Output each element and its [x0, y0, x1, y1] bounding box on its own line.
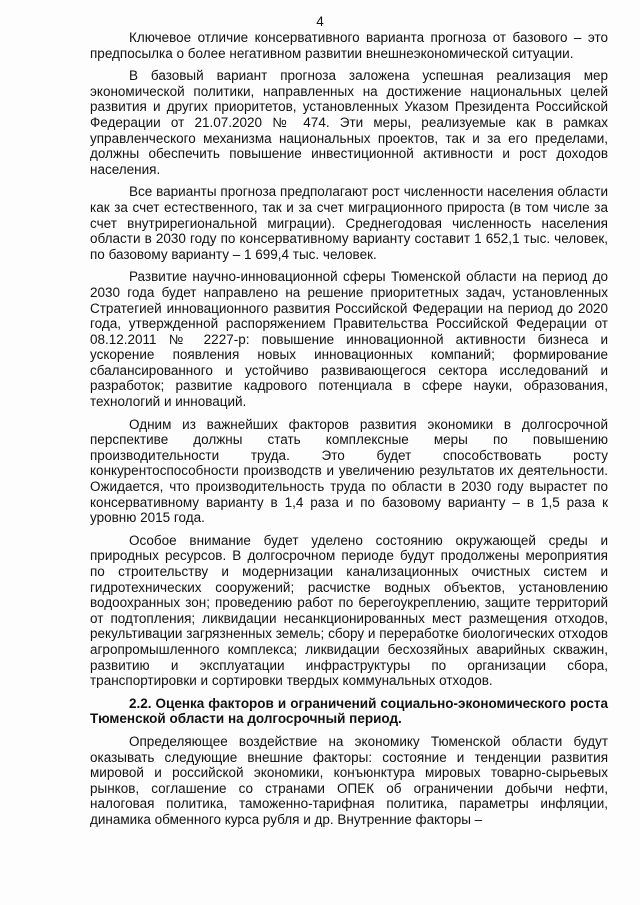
section-heading: 2.2. Оценка факторов и ограничений социально-экономического роста Тюменской области на долгосрочный период.	[90, 695, 608, 727]
page-number: 4	[316, 14, 324, 29]
paragraph-base-variant: В базовый вариант прогноза заложена успешная реализация мер экономической политики, направленных на достижение национальных целей развития и других приоритетов, установленных Указом Президента Российской Федерации от 21.07.2020 № 474. Эти меры, реализуемые как в рамках управленческого механизма национальных проектов, так и за его пределами, должны обеспечить повышение инвестиционной активности и рост доходов населения.	[90, 68, 608, 177]
paragraph-innovation: Развитие научно-инновационной сферы Тюменской области на период до 2030 года будет направлено на решение приоритетных задач, установленных Стратегией инновационного развития Российской Федерации на период до 2020 года, утвержденной распоряжением Правительства Российской Федерации от 08.12.2011 № 2227-р: повышение инновационной активности бизнеса и ускорение появления новых инновационных компаний; формирование сбалансированного и устойчиво развивающегося сектора исследований и разработок; развитие кадрового потенциала в сфере науки, образования, технологий и инноваций.	[90, 269, 608, 410]
paragraph-forecast-difference: Ключевое отличие консервативного варианта прогноза от базового – это предпосылка о более негативном развитии внешнеэкономической ситуации.	[90, 30, 608, 61]
paragraph-environment: Особое внимание будет уделено состоянию окружающей среды и природных ресурсов. В долгосрочном периоде будут продолжены мероприятия по строительству и модернизации канализационных очистных систем и гидротехнических сооружений; расчистке водных объектов, установлению водоохранных зон; проведению работ по берегоукреплению, защите территорий от подтопления; ликвидации несанкционированных мест размещения отходов, рекультивации загрязненных земель; сбору и переработке биологических отходов агропромышленного комплекса; ликвидации бесхозяйных аварийных скважин, развитию и эксплуатации инфраструктуры по организации сбора, транспортировки и сортировки твердых коммунальных отходов.	[90, 532, 608, 689]
paragraph-productivity: Одним из важнейших факторов развития экономики в долгосрочной перспективе должны стать комплексные меры по повышению производительности труда. Это будет способствовать росту конкурентоспособности производств и увеличению результатов их деятельности. Ожидается, что производительность труда по области в 2030 году вырастет по консервативному варианту в 1,4 раза и по базовому варианту – в 1,5 раза к уровню 2015 года.	[90, 416, 608, 526]
paragraph-population: Все варианты прогноза предполагают рост численности населения области как за счет естественного, так и за счет миграционного прироста (в том числе за счет внутрирегиональной миграции). Среднегодовая численность населения области в 2030 году по консервативному варианту составит 1 652,1 тыс. человек, по базовому варианту – 1 699,4 тыс. человек.	[90, 184, 608, 262]
page-body	[90, 30, 608, 835]
paragraph-external-factors: Определяющее воздействие на экономику Тюменской области будут оказывать следующие внешние факторы: состояние и тенденции развития мировой и российской экономики, конъюнктура мировых товарно-сырьевых рынков, соглашение со странами ОПЕК об ограничении добычи нефти, налоговая политика, таможенно-тарифная политика, параметры инфляции, динамика обменного курса рубля и др. Внутренние факторы –	[90, 733, 608, 827]
